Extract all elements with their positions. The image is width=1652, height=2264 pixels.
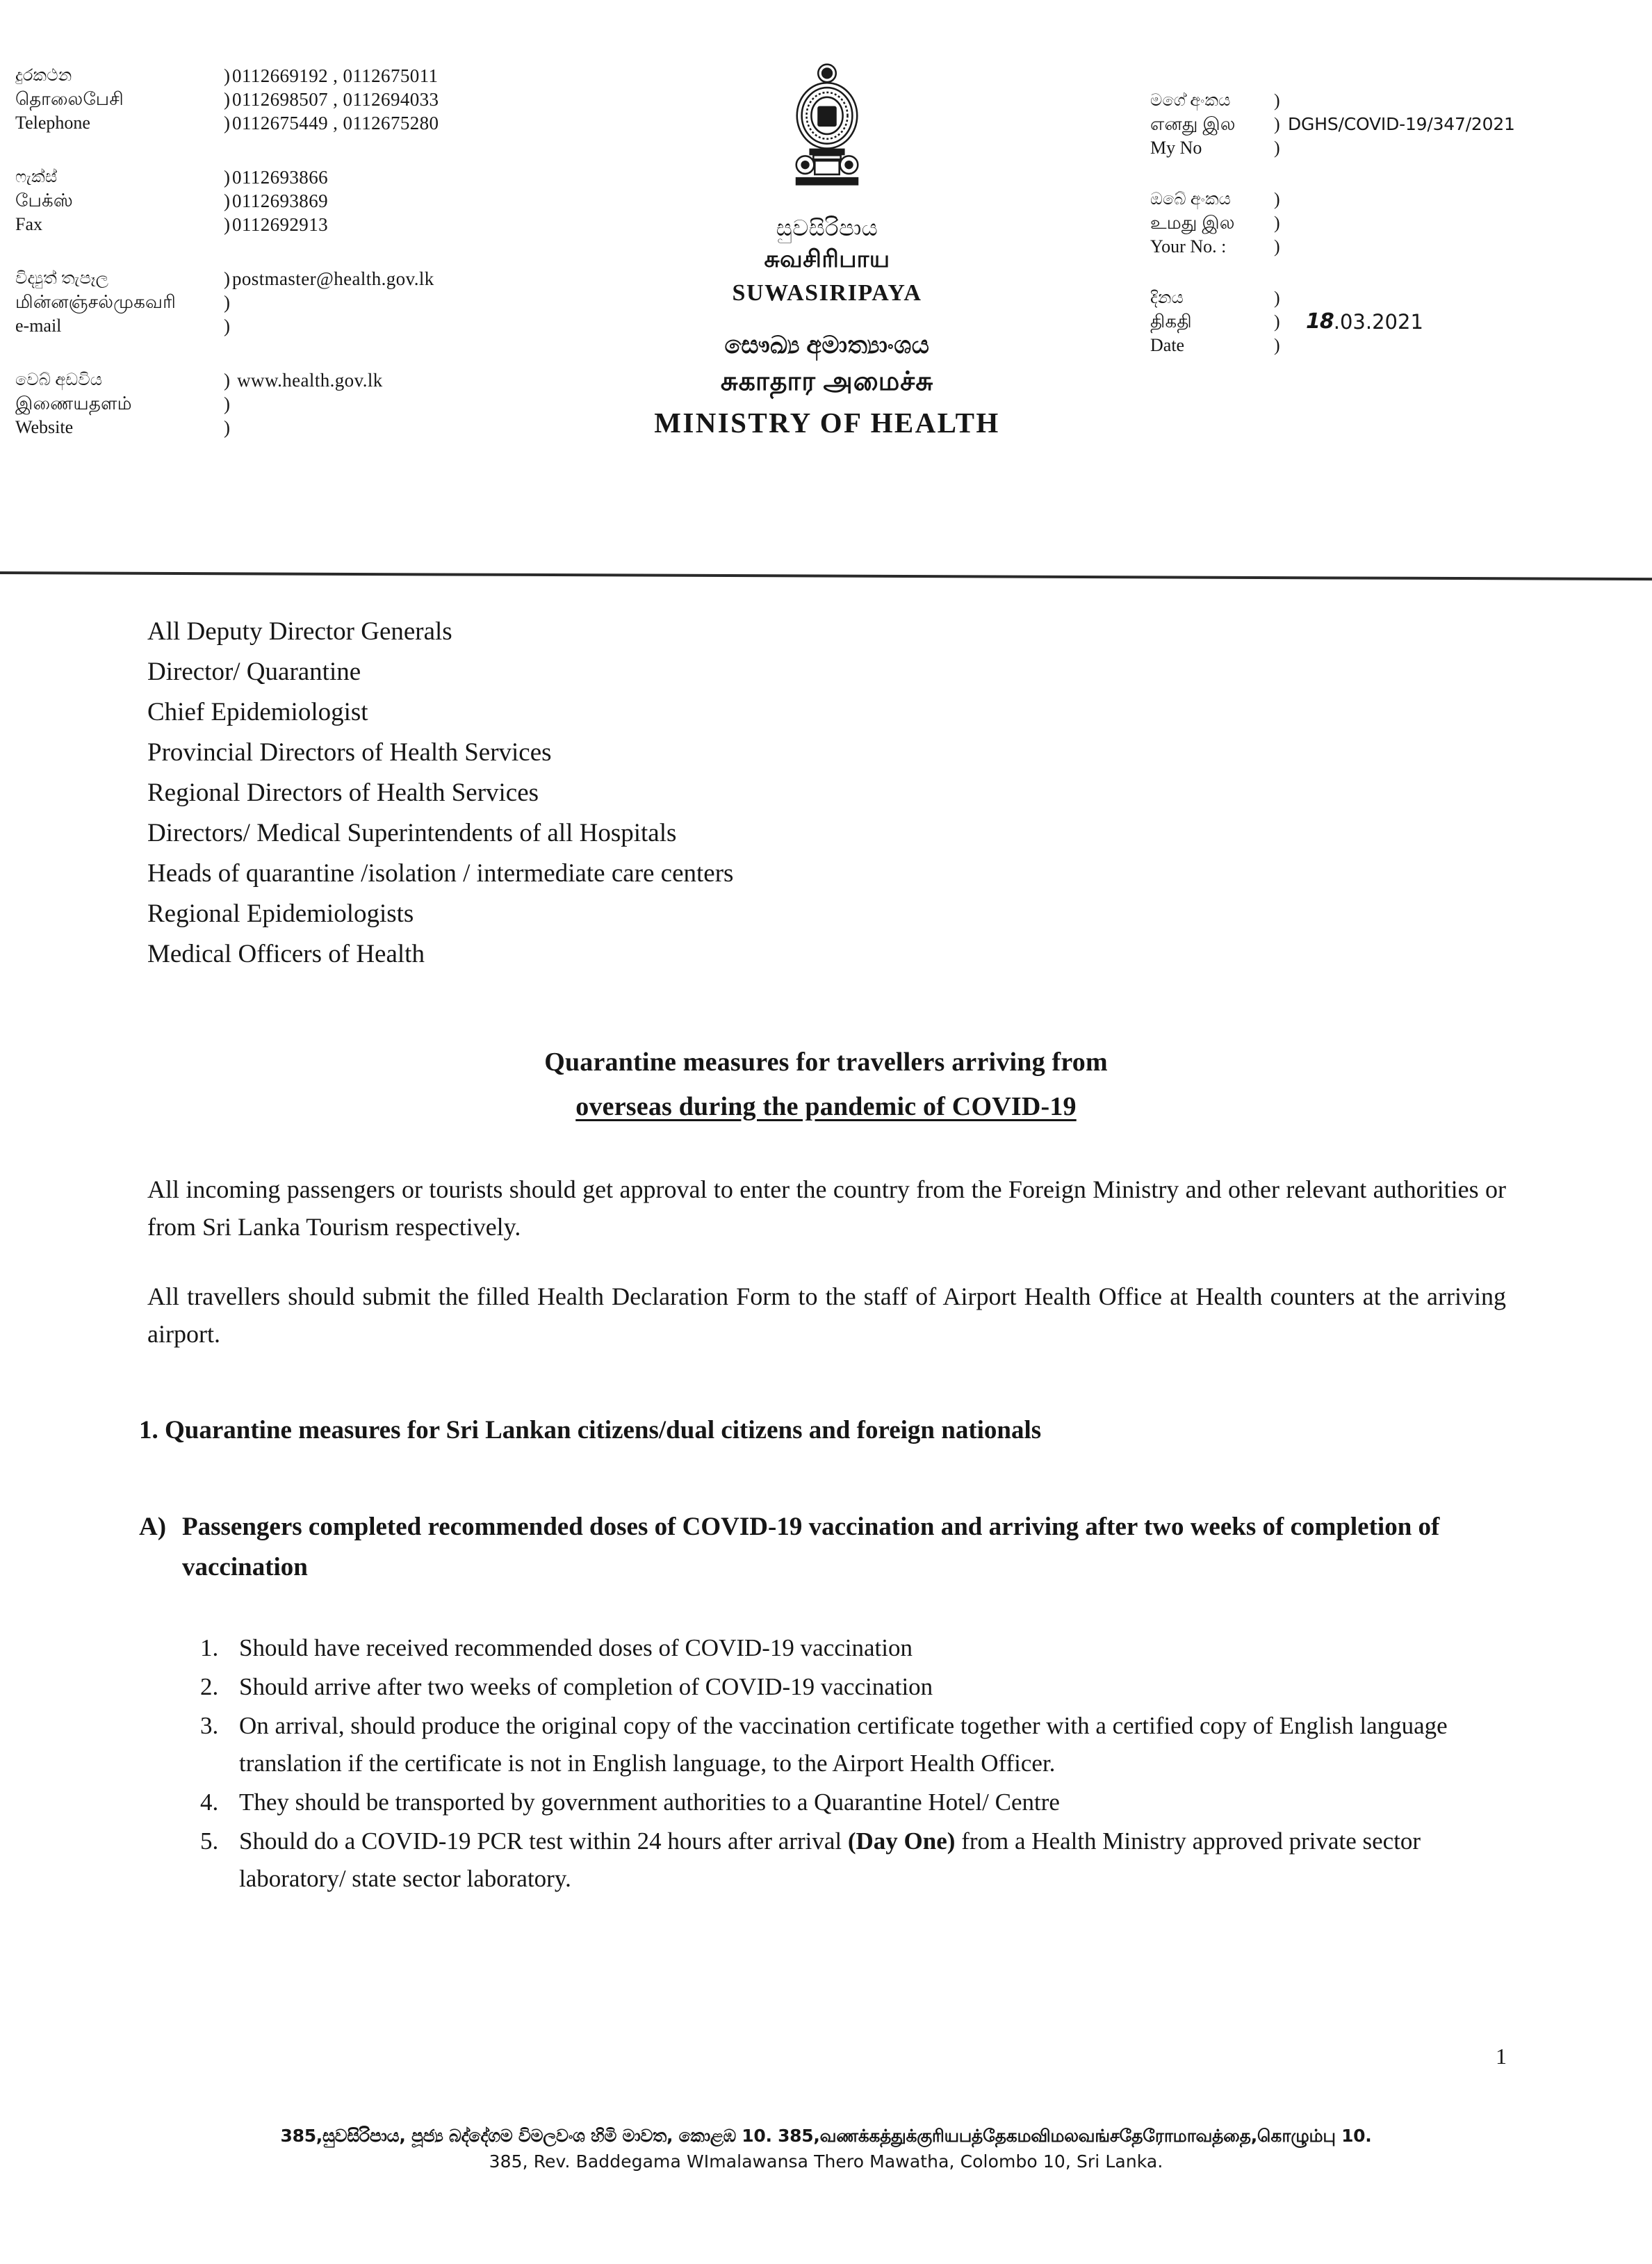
section-1-heading: 1. Quarantine measures for Sri Lankan citizens/dual citizens and foreign nationals <box>139 1416 1042 1444</box>
your-no-row-1 <box>1274 188 1637 211</box>
list-item-text: Should arrive after two weeks of completion of COVID-19 vaccination <box>239 1673 933 1700</box>
paren-glyph: ) <box>224 89 231 110</box>
website-label-english: Website <box>15 417 74 437</box>
fax-label-english: Fax <box>15 214 42 234</box>
list-item-number: 4. <box>200 1789 219 1816</box>
section-1a-marker: A) <box>139 1513 167 1541</box>
my-no-row-3 <box>1274 136 1637 160</box>
telephone-value-row-3 <box>224 111 530 135</box>
paren-glyph: ) <box>224 393 231 414</box>
your-no-label-english: Your No. : <box>1150 236 1227 256</box>
website-label-tamil: இணையதளம் <box>15 393 132 414</box>
fax-number-1: 0112693866 <box>232 167 328 188</box>
my-no-row-2 <box>1274 113 1637 136</box>
fax-value-row-2 <box>224 189 530 213</box>
list-item <box>200 1823 1451 1898</box>
paren-glyph: ) <box>224 316 231 336</box>
email-value-row-2 <box>224 291 530 314</box>
telephone-value-row-1 <box>224 64 530 88</box>
my-no-label-sinhala: මගේ අංකය <box>1150 92 1231 110</box>
paren-glyph: ) <box>1274 90 1280 111</box>
website-url: www.health.gov.lk <box>237 370 383 391</box>
paren-glyph: ) <box>224 65 231 86</box>
list-item-number: 5. <box>200 1827 219 1855</box>
website-value-row-3 <box>224 416 530 439</box>
website-label-sinhala: වෙබ් අඩවිය <box>15 371 103 389</box>
my-no-row-1 <box>1274 89 1637 113</box>
your-no-labels <box>1150 188 1274 259</box>
addressee-line: Directors/ Medical Superintendents of all Hospitals <box>147 819 677 847</box>
ministry-name-english: MINISTRY OF HEALTH <box>654 407 1000 439</box>
paren-glyph: ) <box>1274 213 1280 233</box>
date-month-year: .03.2021 <box>1333 310 1423 334</box>
addressee-line: Regional Epidemiologists <box>147 899 414 928</box>
paren-glyph: ) <box>1274 335 1280 355</box>
contact-group-fax <box>15 165 530 236</box>
paren-glyph: ) <box>1274 236 1280 256</box>
list-item <box>200 1784 1451 1821</box>
email-labels <box>15 267 224 338</box>
my-no-values <box>1274 89 1637 160</box>
my-no-label-english: My No <box>1150 138 1202 158</box>
page-number: 1 <box>1496 2044 1507 2069</box>
list-item-number: 2. <box>200 1673 219 1700</box>
date-label-english: Date <box>1150 335 1185 355</box>
footer-address-english: 385, Rev. Baddegama WImalawansa Thero Mawatha, Colombo 10, Sri Lanka. <box>489 2151 1163 2172</box>
section-1a-item-list <box>0 1629 1652 1898</box>
email-value-row-3 <box>224 314 530 338</box>
paren-glyph: ) <box>224 167 231 188</box>
date-label-tamil: திகதி <box>1150 311 1192 332</box>
my-no-reference-number: DGHS/COVID-19/347/2021 <box>1288 114 1515 134</box>
addressee-line: Medical Officers of Health <box>147 940 425 968</box>
section-1a-text: Passengers completed recommended doses of COVID-19 vaccination and arriving after two weeks of completion of vaccination <box>182 1513 1440 1581</box>
paren-glyph: ) <box>224 113 231 133</box>
telephone-numbers-1: 0112669192 , 0112675011 <box>232 65 439 86</box>
my-no-label-tamil: எனது இல <box>1150 114 1236 134</box>
telephone-labels <box>15 64 224 135</box>
section-1a-heading <box>139 1507 1487 1588</box>
header-divider-rule <box>0 571 1652 580</box>
addressee-list <box>147 612 1190 975</box>
addressee-line: Chief Epidemiologist <box>147 698 368 726</box>
list-item-text: They should be transported by government authorities to a Quarantine Hotel/ Centre <box>239 1789 1060 1816</box>
organisation-name-english: SUWASIRIPAYA <box>732 280 922 306</box>
date-values <box>1274 286 1637 357</box>
website-value-row-1 <box>224 368 530 392</box>
telephone-value-row-2 <box>224 88 530 111</box>
paren-glyph: ) <box>1274 288 1280 308</box>
website-labels <box>15 368 224 439</box>
letterhead <box>0 0 1652 577</box>
organisation-name-tamil: சுவசிரிபாய <box>764 247 890 272</box>
ministry-name-sinhala: සෞඛ්‍ය අමාත්‍යාංශය <box>724 332 930 359</box>
website-value-row-2 <box>224 392 530 416</box>
reference-group-your-no <box>1150 188 1637 259</box>
list-item-number: 1. <box>200 1634 219 1661</box>
website-values <box>224 368 530 439</box>
contact-group-website <box>15 368 530 439</box>
telephone-label-tamil: தொலைபேசி <box>15 89 124 109</box>
organisation-name-sinhala: සුවසිරිපාය <box>776 215 878 241</box>
intro-paragraph-1: All incoming passengers or tourists should get approval to enter the country from the Foreign Ministry and other relevant authorities or from Sri Lanka Tourism respectively. <box>147 1175 1506 1241</box>
fax-values <box>224 165 530 236</box>
paren-glyph: ) <box>1274 138 1280 158</box>
paren-glyph: ) <box>224 268 231 289</box>
reference-details-block <box>1150 89 1637 385</box>
reference-group-my-no <box>1150 89 1637 160</box>
email-label-tamil: மின்னஞ்சல்முகவரி <box>15 292 177 312</box>
date-row-2 <box>1274 310 1637 334</box>
your-no-label-sinhala: ඔබේ අංකය <box>1150 190 1232 209</box>
contact-details-block <box>15 64 530 470</box>
letter-body <box>0 612 1652 1899</box>
paren-glyph: ) <box>224 214 231 235</box>
list-item <box>200 1629 1451 1667</box>
telephone-label-english: Telephone <box>15 113 90 133</box>
email-label-english: e-mail <box>15 316 62 336</box>
addressee-line: All Deputy Director Generals <box>147 617 452 646</box>
document-title <box>0 1040 1652 1129</box>
addressee-line: Provincial Directors of Health Services <box>147 738 552 767</box>
telephone-values <box>224 64 530 135</box>
your-no-values <box>1274 188 1637 259</box>
list-item-text: Should have received recommended doses of COVID-19 vaccination <box>239 1634 913 1661</box>
telephone-numbers-3: 0112675449 , 0112675280 <box>232 113 439 133</box>
email-address: postmaster@health.gov.lk <box>232 268 434 289</box>
date-labels <box>1150 286 1274 357</box>
email-label-sinhala: විද්‍යුත් තැපෑල <box>15 270 109 288</box>
telephone-label-sinhala: දුරකථන <box>15 67 72 85</box>
my-no-labels <box>1150 89 1274 160</box>
email-values <box>224 267 530 338</box>
date-row-3 <box>1274 334 1637 357</box>
document-title-line-2: overseas during the pandemic of COVID-19 <box>575 1092 1077 1121</box>
your-no-row-3 <box>1274 235 1637 259</box>
date-row-1 <box>1274 286 1637 310</box>
fax-number-2: 0112693869 <box>232 190 328 211</box>
ministry-identity-block <box>528 61 1126 442</box>
contact-group-email <box>15 267 530 338</box>
paren-glyph: ) <box>1274 311 1280 332</box>
fax-label-sinhala: ෆැක්ස් <box>15 168 58 186</box>
list-item-text: Should do a COVID-19 PCR test within 24 hours after arrival (Day One) from a Health Ministry approved private sector laboratory/ state sector laboratory. <box>239 1827 1421 1892</box>
fax-label-tamil: பேக்ஸ் <box>15 190 73 211</box>
list-item <box>200 1707 1451 1782</box>
list-item <box>200 1668 1451 1706</box>
date-label-sinhala: දිනය <box>1150 289 1184 307</box>
paren-glyph: ) <box>224 417 231 438</box>
fax-labels <box>15 165 224 236</box>
addressee-line: Heads of quarantine /isolation / intermediate care centers <box>147 859 734 888</box>
your-no-label-tamil: உமது இல <box>1150 213 1235 233</box>
email-value-row-1 <box>224 267 530 291</box>
paren-glyph: ) <box>224 370 231 391</box>
paren-glyph: ) <box>1274 114 1280 134</box>
contact-group-telephone <box>15 64 530 135</box>
addressee-line: Regional Directors of Health Services <box>147 779 539 807</box>
paren-glyph: ) <box>224 190 231 211</box>
your-no-row-2 <box>1274 211 1637 235</box>
list-item-text: On arrival, should produce the original copy of the vaccination certificate together with a certified copy of English language translation if the certificate is not in English language, to the Airport Health Officer. <box>239 1712 1448 1777</box>
list-item-number: 3. <box>200 1712 219 1739</box>
reference-group-date <box>1150 286 1637 357</box>
fax-value-row-1 <box>224 165 530 189</box>
footer-address <box>0 2124 1652 2175</box>
intro-paragraph-2: All travellers should submit the filled Health Declaration Form to the staff of Airport Health Office at Health counters at the arriving airport. <box>147 1282 1506 1348</box>
paren-glyph: ) <box>1274 189 1280 209</box>
day-one-emphasis: (Day One) <box>847 1827 956 1855</box>
telephone-numbers-2: 0112698507 , 0112694033 <box>232 89 439 110</box>
fax-number-3: 0112692913 <box>232 214 328 235</box>
addressee-line: Director/ Quarantine <box>147 658 361 686</box>
date-day-handwritten: 18 <box>1306 309 1334 334</box>
ministry-name-tamil: சுகாதார அமைச்சு <box>720 367 934 396</box>
document-title-line-1: Quarantine measures for travellers arriving from <box>544 1048 1108 1077</box>
footer-address-sinhala-tamil: 385,සුවසිරිපාය, පූජ්‍ය බද්දේගම විමලවංශ හිමි මාවත, කොළඹ 10. 385,வணக்கத்துக்குரியபத்தேகமவிமலவங்சதேரோமாவத்தை,கொழும்பு 10. <box>280 2126 1372 2146</box>
fax-value-row-3 <box>224 213 530 236</box>
paren-glyph: ) <box>224 292 231 313</box>
ministry-name-block <box>528 328 1126 442</box>
sri-lanka-national-emblem-icon <box>786 61 868 200</box>
